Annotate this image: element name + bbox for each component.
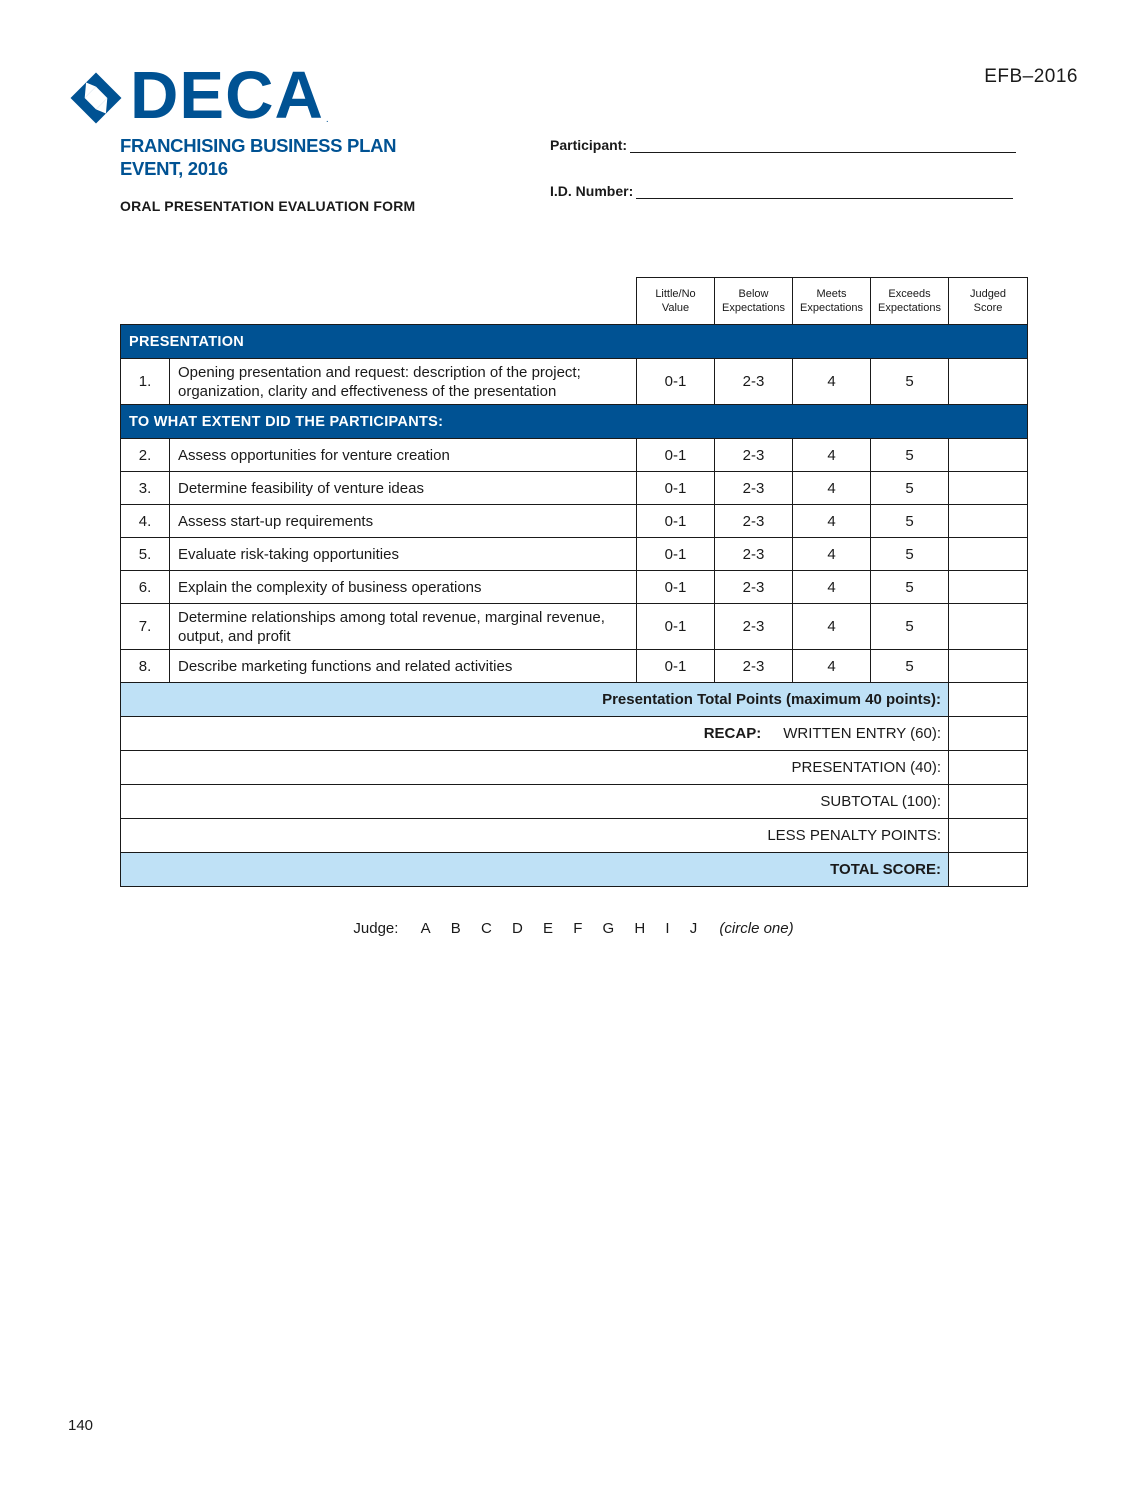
- table-row: [121, 505, 1028, 538]
- participant-input-line[interactable]: [630, 136, 1016, 153]
- row-number: 7.: [121, 604, 170, 650]
- rating-meets[interactable]: 4: [793, 359, 871, 405]
- presentation-total-score-cell[interactable]: [949, 683, 1028, 717]
- rating-little-no-value[interactable]: 0-1: [637, 359, 715, 405]
- event-title-line1: FRANCHISING BUSINESS PLAN: [120, 135, 397, 156]
- rating-little-no-value[interactable]: 0-1: [637, 472, 715, 505]
- event-title: [120, 134, 480, 180]
- rating-below[interactable]: 2-3: [715, 505, 793, 538]
- column-header-judged-score: Judged Score: [949, 278, 1028, 325]
- rating-little-no-value[interactable]: 0-1: [637, 604, 715, 650]
- rating-meets[interactable]: 4: [793, 538, 871, 571]
- penalty-row: [121, 819, 1028, 853]
- deca-diamond-icon: [68, 70, 124, 126]
- rating-exceeds[interactable]: 5: [871, 538, 949, 571]
- table-row: [121, 472, 1028, 505]
- rating-below[interactable]: 2-3: [715, 650, 793, 683]
- judged-score-cell[interactable]: [949, 505, 1028, 538]
- subtotal-score-cell[interactable]: [949, 785, 1028, 819]
- rating-below[interactable]: 2-3: [715, 439, 793, 472]
- rating-below[interactable]: 2-3: [715, 359, 793, 405]
- rating-exceeds[interactable]: 5: [871, 650, 949, 683]
- judged-score-cell[interactable]: [949, 538, 1028, 571]
- presentation-score-cell[interactable]: [949, 751, 1028, 785]
- presentation-label: PRESENTATION (40):: [121, 751, 949, 785]
- subtotal-row: [121, 785, 1028, 819]
- rating-below[interactable]: 2-3: [715, 571, 793, 604]
- judge-selector: [0, 920, 1147, 937]
- row-description: Assess start-up requirements: [170, 505, 637, 538]
- section-participants: TO WHAT EXTENT DID THE PARTICIPANTS:: [121, 405, 1028, 439]
- judged-score-cell[interactable]: [949, 650, 1028, 683]
- column-header-meets-expectations: Meets Expectations: [793, 278, 871, 325]
- column-header-below-expectations: Below Expectations: [715, 278, 793, 325]
- rating-little-no-value[interactable]: 0-1: [637, 439, 715, 472]
- logo-registered: .: [325, 114, 329, 125]
- rating-exceeds[interactable]: 5: [871, 359, 949, 405]
- table-row: [121, 650, 1028, 683]
- row-description: Opening presentation and request: description of the project; organization, clarity and effectiveness of the presentation: [170, 359, 637, 405]
- recap-written-label: [121, 717, 949, 751]
- participant-field[interactable]: [550, 136, 1016, 153]
- event-title-line2: EVENT, 2016: [120, 158, 228, 179]
- judge-option-h[interactable]: H: [634, 920, 646, 937]
- section-header-row: [121, 325, 1028, 359]
- judge-option-a[interactable]: A: [420, 920, 431, 937]
- row-description: Evaluate risk-taking opportunities: [170, 538, 637, 571]
- column-header-exceeds-expectations: Exceeds Expectations: [871, 278, 949, 325]
- judged-score-cell[interactable]: [949, 571, 1028, 604]
- table-row: [121, 359, 1028, 405]
- row-number: 6.: [121, 571, 170, 604]
- rating-meets[interactable]: 4: [793, 650, 871, 683]
- judged-score-cell[interactable]: [949, 439, 1028, 472]
- judged-score-cell[interactable]: [949, 472, 1028, 505]
- rating-exceeds[interactable]: 5: [871, 604, 949, 650]
- rating-below[interactable]: 2-3: [715, 604, 793, 650]
- recap-presentation-row: [121, 751, 1028, 785]
- row-number: 2.: [121, 439, 170, 472]
- rating-little-no-value[interactable]: 0-1: [637, 505, 715, 538]
- deca-logo: [68, 58, 329, 133]
- document-code: EFB–2016: [984, 66, 1078, 87]
- judge-option-c[interactable]: C: [480, 920, 492, 937]
- evaluation-table: [120, 277, 1028, 887]
- judge-option-f[interactable]: F: [573, 920, 583, 937]
- rating-little-no-value[interactable]: 0-1: [637, 571, 715, 604]
- presentation-total-label: Presentation Total Points (maximum 40 points):: [121, 683, 949, 717]
- logo-text: DECA: [130, 58, 324, 133]
- row-number: 3.: [121, 472, 170, 505]
- judged-score-cell[interactable]: [949, 604, 1028, 650]
- table-row: [121, 538, 1028, 571]
- written-entry-score-cell[interactable]: [949, 717, 1028, 751]
- penalty-label: LESS PENALTY POINTS:: [121, 819, 949, 853]
- row-description: Assess opportunities for venture creation: [170, 439, 637, 472]
- row-number: 1.: [121, 359, 170, 405]
- row-number: 4.: [121, 505, 170, 538]
- judge-option-e[interactable]: E: [543, 920, 554, 937]
- judge-label: Judge:: [353, 920, 399, 937]
- column-header-row: [121, 278, 1028, 325]
- written-entry-label: WRITTEN ENTRY (60):: [783, 725, 941, 742]
- form-title: ORAL PRESENTATION EVALUATION FORM: [120, 198, 416, 214]
- judge-option-b[interactable]: B: [450, 920, 461, 937]
- column-header-little-no-value: Little/No Value: [637, 278, 715, 325]
- rating-little-no-value[interactable]: 0-1: [637, 650, 715, 683]
- row-description: Determine feasibility of venture ideas: [170, 472, 637, 505]
- judged-score-cell[interactable]: [949, 359, 1028, 405]
- table-row: [121, 571, 1028, 604]
- table-row: [121, 604, 1028, 650]
- id-number-field[interactable]: [550, 182, 1013, 199]
- row-number: 5.: [121, 538, 170, 571]
- subtotal-label: SUBTOTAL (100):: [121, 785, 949, 819]
- rating-exceeds[interactable]: 5: [871, 571, 949, 604]
- rating-exceeds[interactable]: 5: [871, 439, 949, 472]
- judge-option-i[interactable]: I: [665, 920, 670, 937]
- judge-option-g[interactable]: G: [602, 920, 615, 937]
- row-number: 8.: [121, 650, 170, 683]
- table-row: [121, 439, 1028, 472]
- row-description: Explain the complexity of business operations: [170, 571, 637, 604]
- rating-meets[interactable]: 4: [793, 604, 871, 650]
- rating-meets[interactable]: 4: [793, 571, 871, 604]
- judge-option-j[interactable]: J: [689, 920, 698, 937]
- rating-below[interactable]: 2-3: [715, 472, 793, 505]
- rating-meets[interactable]: 4: [793, 472, 871, 505]
- section-presentation: PRESENTATION: [121, 325, 1028, 359]
- recap-label: RECAP:: [703, 725, 762, 742]
- total-score-label: TOTAL SCORE:: [121, 853, 949, 887]
- rating-meets[interactable]: 4: [793, 505, 871, 538]
- section-header-row: [121, 405, 1028, 439]
- rating-meets[interactable]: 4: [793, 439, 871, 472]
- presentation-total-row: [121, 683, 1028, 717]
- id-number-label: I.D. Number:: [550, 183, 634, 199]
- total-score-cell[interactable]: [949, 853, 1028, 887]
- rating-little-no-value[interactable]: 0-1: [637, 538, 715, 571]
- row-description: Describe marketing functions and related activities: [170, 650, 637, 683]
- judge-option-d[interactable]: D: [512, 920, 523, 937]
- penalty-score-cell[interactable]: [949, 819, 1028, 853]
- participant-label: Participant:: [550, 137, 628, 153]
- row-description: Determine relationships among total revenue, marginal revenue, output, and profit: [170, 604, 637, 650]
- recap-written-row: [121, 717, 1028, 751]
- rating-exceeds[interactable]: 5: [871, 505, 949, 538]
- judge-note: (circle one): [719, 920, 794, 937]
- rating-below[interactable]: 2-3: [715, 538, 793, 571]
- total-score-row: [121, 853, 1028, 887]
- page-number: 140: [68, 1417, 94, 1434]
- rating-exceeds[interactable]: 5: [871, 472, 949, 505]
- id-number-input-line[interactable]: [636, 182, 1013, 199]
